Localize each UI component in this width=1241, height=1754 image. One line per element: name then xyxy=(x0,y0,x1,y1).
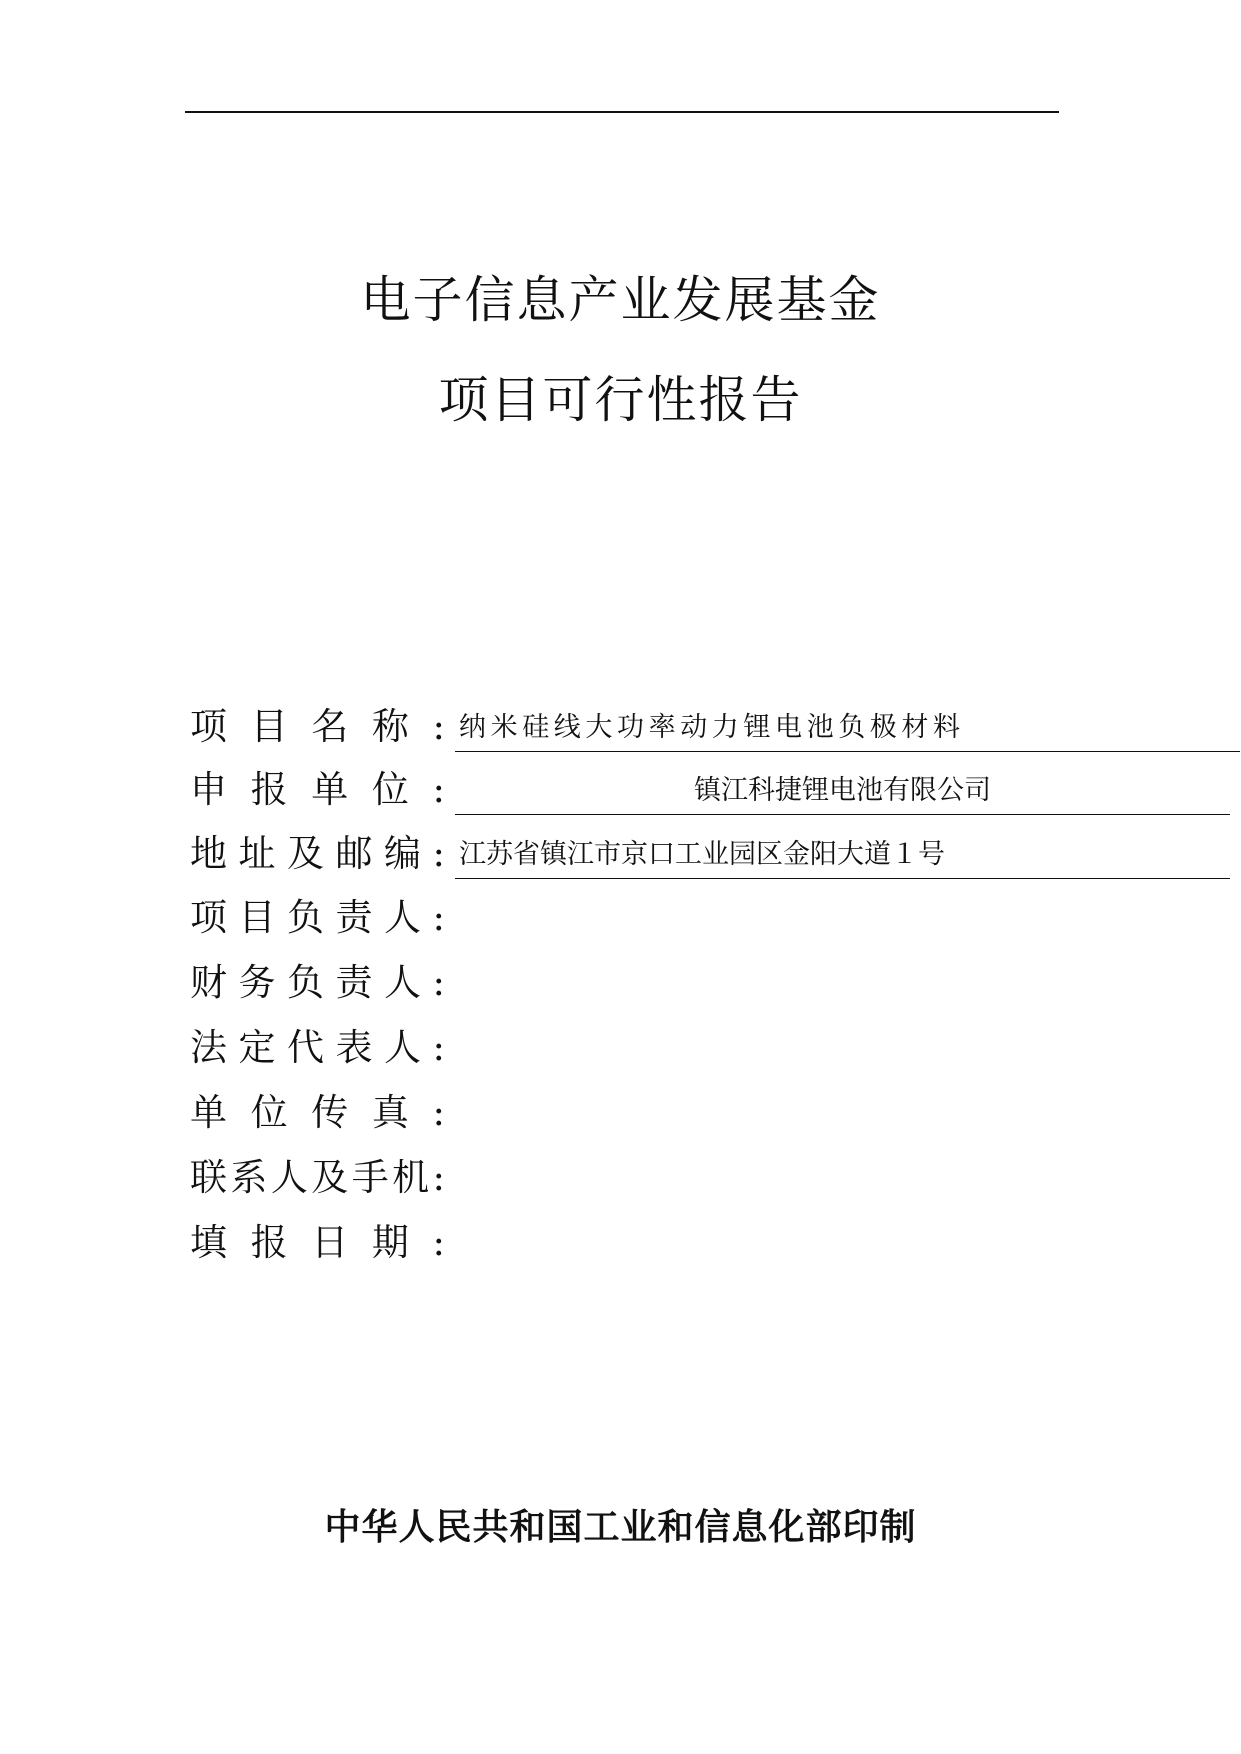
label-char: 报 xyxy=(250,768,288,811)
project-name-value: 纳米硅线大功率动力锂电池负极材料 xyxy=(455,702,1240,752)
label-char: 财 xyxy=(190,961,227,1004)
label-char: 手 xyxy=(351,1156,389,1199)
label-char: 称 xyxy=(371,705,409,748)
label-char: : xyxy=(432,832,445,875)
label-char: 名 xyxy=(311,705,349,748)
label-char: 目 xyxy=(238,896,276,939)
label-char: 日 xyxy=(311,1221,349,1264)
issuer-footer: 中华人民共和国工业和信息化部印制 xyxy=(324,1506,917,1548)
label-char: 人 xyxy=(270,1156,308,1199)
label-char: : xyxy=(432,1221,445,1264)
label-char: 申 xyxy=(190,768,227,811)
label-char: 责 xyxy=(335,896,373,939)
label-char: 及 xyxy=(311,1156,349,1199)
label-char: : xyxy=(432,705,445,748)
label-char: 联 xyxy=(190,1156,227,1199)
label-char: 务 xyxy=(238,961,276,1004)
label-char: 报 xyxy=(250,1221,288,1264)
address-postcode-value: 江苏省镇江市京口工业园区金阳大道１号 xyxy=(455,829,1230,879)
label-char: 单 xyxy=(190,1091,227,1134)
label-char: 代 xyxy=(287,1026,324,1069)
label-char: 负 xyxy=(287,961,324,1004)
document-title: 电子信息产业发展基金 xyxy=(360,271,881,329)
project-lead-label xyxy=(190,893,445,943)
label-char: : xyxy=(432,1026,445,1069)
label-char: 人 xyxy=(384,896,421,939)
label-char: 位 xyxy=(371,768,409,811)
label-char: 定 xyxy=(238,1026,276,1069)
header-rule xyxy=(185,111,1059,113)
label-char: 址 xyxy=(238,832,276,875)
label-char: 位 xyxy=(250,1091,288,1134)
label-char: 人 xyxy=(384,961,421,1004)
label-char: 传 xyxy=(311,1091,349,1134)
address-postcode-label xyxy=(190,829,445,879)
label-char: : xyxy=(432,1091,445,1134)
document-subtitle: 项目可行性报告 xyxy=(438,371,803,429)
label-char: 责 xyxy=(335,961,373,1004)
label-char: : xyxy=(432,961,445,1004)
label-char: 真 xyxy=(371,1091,409,1134)
label-char: 法 xyxy=(190,1026,227,1069)
label-char: : xyxy=(432,768,445,811)
label-char: 人 xyxy=(384,1026,421,1069)
label-char: 项 xyxy=(190,896,227,939)
label-char: 单 xyxy=(311,768,349,811)
label-char: 机 xyxy=(392,1156,430,1199)
label-char: 编 xyxy=(384,832,421,875)
label-char: : xyxy=(432,896,445,939)
label-char: 邮 xyxy=(335,832,373,875)
label-char: 负 xyxy=(287,896,324,939)
label-char: 系 xyxy=(230,1156,268,1199)
applicant-unit-value: 镇江科捷锂电池有限公司 xyxy=(455,765,1230,815)
contact-mobile-label xyxy=(190,1153,445,1203)
label-char: 期 xyxy=(371,1221,409,1264)
project-name-label xyxy=(190,702,445,752)
label-char: 地 xyxy=(190,832,227,875)
label-char: : xyxy=(432,1156,445,1199)
legal-representative-label xyxy=(190,1023,445,1073)
label-char: 项 xyxy=(190,705,227,748)
label-char: 填 xyxy=(190,1221,227,1264)
fill-date-label xyxy=(190,1218,445,1268)
label-char: 表 xyxy=(335,1026,373,1069)
unit-fax-label xyxy=(190,1088,445,1138)
finance-lead-label xyxy=(190,958,445,1008)
label-char: 目 xyxy=(250,705,288,748)
label-char: 及 xyxy=(287,832,324,875)
applicant-unit-label xyxy=(190,765,445,815)
